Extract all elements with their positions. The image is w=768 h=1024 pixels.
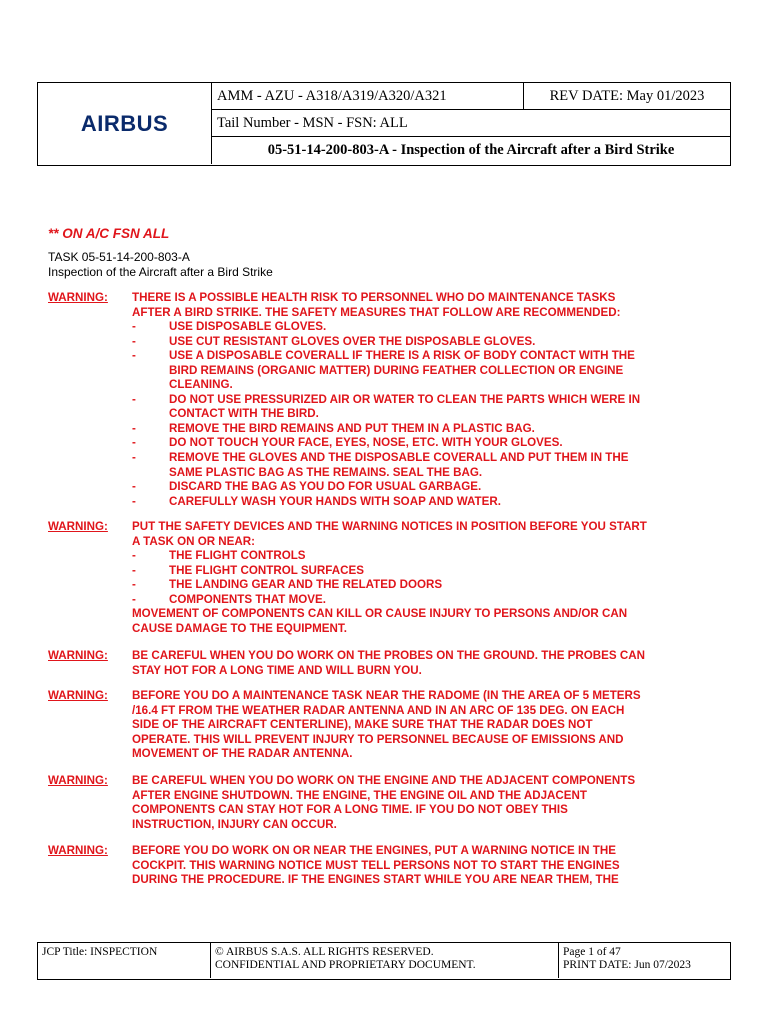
bullet-line: THE LANDING GEAR AND THE RELATED DOORS — [169, 578, 443, 592]
footer-jcp-title: JCP Title: INSPECTION — [38, 943, 211, 978]
footer-copyright — [211, 943, 559, 978]
warning-body — [132, 520, 718, 636]
warning-line: CAUSE DAMAGE TO THE EQUIPMENT. — [132, 621, 347, 635]
bullet-dash: - — [132, 436, 136, 450]
warning-line: MOVEMENT OF THE RADAR ANTENNA. — [132, 747, 353, 761]
warning-line: INSTRUCTION, INJURY CAN OCCUR. — [132, 817, 337, 831]
warning-line: MOVEMENT OF COMPONENTS CAN KILL OR CAUSE INJURY TO PERSONS AND/OR CAN — [132, 607, 628, 621]
warning-body — [132, 649, 718, 678]
warning-body — [132, 291, 718, 509]
warning-bullet-item — [132, 349, 718, 393]
tail-number: Tail Number - MSN - FSN: ALL — [212, 110, 730, 137]
warning-line: DURING THE PROCEDURE. IF THE ENGINES START WHILE YOU ARE NEAR THEM, THE — [132, 873, 619, 887]
bullet-line: SAME PLASTIC BAG AS THE REMAINS. SEAL THE BAG. — [169, 465, 483, 479]
revision-date: REV DATE: May 01/2023 — [524, 83, 730, 110]
warning-line: OPERATE. THIS WILL PREVENT INJURY TO PERSONNEL BECAUSE OF EMISSIONS AND — [132, 732, 624, 746]
warning-bullet-item — [132, 578, 718, 593]
applicability: ** ON A/C FSN ALL — [48, 226, 170, 241]
warning-body — [132, 774, 718, 832]
warning-line: AFTER ENGINE SHUTDOWN. THE ENGINE, THE ENGINE OIL AND THE ADJACENT — [132, 788, 587, 802]
warning-label: WARNING: — [48, 774, 108, 787]
page-number: Page 1 of 47 — [563, 946, 621, 958]
bullet-line: THE FLIGHT CONTROL SURFACES — [169, 563, 364, 577]
warning-line: COMPONENTS CAN STAY HOT FOR A LONG TIME. IF YOU DO NOT OBEY THIS — [132, 803, 568, 817]
bullet-line: BIRD REMAINS (ORGANIC MATTER) DURING FEATHER COLLECTION OR ENGINE — [169, 363, 624, 377]
warning-bullet-item — [132, 593, 718, 608]
copyright-line: © AIRBUS S.A.S. ALL RIGHTS RESERVED. — [215, 946, 434, 958]
warning-label: WARNING: — [48, 844, 108, 857]
warning-block — [48, 520, 718, 636]
task-block — [48, 250, 273, 279]
task-header-title: 05-51-14-200-803-A - Inspection of the Aircraft after a Bird Strike — [267, 142, 675, 158]
warning-bullet-item — [132, 393, 718, 422]
bullet-dash: - — [132, 592, 136, 606]
warning-line: BEFORE YOU DO A MAINTENANCE TASK NEAR THE RADOME (IN THE AREA OF 5 METERS — [132, 689, 641, 702]
bullet-line: USE A DISPOSABLE COVERALL IF THERE IS A RISK OF BODY CONTACT WITH THE — [169, 349, 635, 363]
bullet-dash: - — [132, 549, 136, 563]
task-number: TASK 05-51-14-200-803-A — [48, 250, 190, 264]
warning-label: WARNING: — [48, 291, 108, 304]
warning-label: WARNING: — [48, 520, 108, 533]
bullet-line: USE CUT RESISTANT GLOVES OVER THE DISPOSABLE GLOVES. — [169, 334, 536, 348]
warning-body — [132, 689, 718, 762]
warning-body — [132, 844, 718, 888]
warning-line: /16.4 FT FROM THE WEATHER RADAR ANTENNA AND IN AN ARC OF 135 DEG. ON EACH — [132, 703, 625, 717]
bullet-dash: - — [132, 334, 136, 348]
bullet-dash: - — [132, 451, 136, 465]
warning-bullet-item — [132, 422, 718, 437]
bullet-line: REMOVE THE BIRD REMAINS AND PUT THEM IN A PLASTIC BAG. — [169, 421, 535, 435]
warning-line: A TASK ON OR NEAR: — [132, 534, 256, 548]
print-date: PRINT DATE: Jun 07/2023 — [563, 959, 691, 971]
bullet-line: CLEANING. — [169, 378, 233, 392]
warning-line: BE CAREFUL WHEN YOU DO WORK ON THE ENGINE AND THE ADJACENT COMPONENTS — [132, 774, 636, 787]
bullet-line: DO NOT USE PRESSURIZED AIR OR WATER TO CLEAN THE PARTS WHICH WERE IN — [169, 392, 641, 406]
warning-block — [48, 844, 718, 888]
bullet-dash: - — [132, 320, 136, 334]
warning-line: COCKPIT. THIS WARNING NOTICE MUST TELL PERSONS NOT TO START THE ENGINES — [132, 858, 620, 872]
bullet-line: DISCARD THE BAG AS YOU DO FOR USUAL GARBAGE. — [169, 480, 482, 494]
warning-line: SIDE OF THE AIRCRAFT CENTERLINE), MAKE SURE THAT THE RADAR DOES NOT — [132, 718, 593, 732]
warning-block — [48, 649, 718, 678]
bullet-line: REMOVE THE GLOVES AND THE DISPOSABLE COVERALL AND PUT THEM IN THE — [169, 451, 629, 465]
bullet-line: CONTACT WITH THE BIRD. — [169, 407, 319, 421]
warning-bullet-item — [132, 320, 718, 335]
warning-label: WARNING: — [48, 649, 108, 662]
bullet-dash: - — [132, 392, 136, 406]
airbus-logo: AIRBUS — [80, 110, 169, 136]
confidential-line: CONFIDENTIAL AND PROPRIETARY DOCUMENT. — [215, 959, 476, 971]
warning-line: THERE IS A POSSIBLE HEALTH RISK TO PERSONNEL WHO DO MAINTENANCE TASKS — [132, 291, 616, 304]
bullet-dash: - — [132, 494, 136, 508]
warning-bullet-item — [132, 436, 718, 451]
warning-bullet-item — [132, 564, 718, 579]
bullet-dash: - — [132, 563, 136, 577]
bullet-line: DO NOT TOUCH YOUR FACE, EYES, NOSE, ETC. WITH YOUR GLOVES. — [169, 436, 563, 450]
bullet-line: COMPONENTS THAT MOVE. — [169, 592, 326, 606]
manual-reference: AMM - AZU - A318/A319/A320/A321 — [212, 83, 524, 110]
document-footer — [37, 942, 731, 980]
task-title: Inspection of the Aircraft after a Bird Strike — [48, 264, 273, 279]
warning-bullet-item — [132, 335, 718, 350]
warning-label: WARNING: — [48, 689, 108, 702]
warning-block — [48, 689, 718, 762]
footer-page-info — [559, 943, 729, 978]
warning-line: STAY HOT FOR A LONG TIME AND WILL BURN YOU. — [132, 663, 422, 677]
warning-bullet-item — [132, 549, 718, 564]
warning-line: BE CAREFUL WHEN YOU DO WORK ON THE PROBES ON THE GROUND. THE PROBES CAN — [132, 649, 645, 662]
warning-line: PUT THE SAFETY DEVICES AND THE WARNING NOTICES IN POSITION BEFORE YOU START — [132, 520, 647, 533]
bullet-line: THE FLIGHT CONTROLS — [169, 549, 306, 563]
warning-bullet-item — [132, 480, 718, 495]
warning-line: BEFORE YOU DO WORK ON OR NEAR THE ENGINES, PUT A WARNING NOTICE IN THE — [132, 844, 616, 857]
warning-block — [48, 774, 718, 832]
warning-block — [48, 291, 718, 509]
bullet-dash: - — [132, 421, 136, 435]
bullet-dash: - — [132, 349, 136, 363]
warning-line: AFTER A BIRD STRIKE. THE SAFETY MEASURES THAT FOLLOW ARE RECOMMENDED: — [132, 305, 621, 319]
warning-bullet-item — [132, 451, 718, 480]
document-header — [37, 82, 731, 166]
logo-cell — [38, 83, 212, 164]
warning-bullet-item — [132, 495, 718, 510]
bullet-dash: - — [132, 578, 136, 592]
bullet-line: USE DISPOSABLE GLOVES. — [169, 320, 327, 334]
bullet-dash: - — [132, 480, 136, 494]
bullet-line: CAREFULLY WASH YOUR HANDS WITH SOAP AND WATER. — [169, 494, 501, 508]
